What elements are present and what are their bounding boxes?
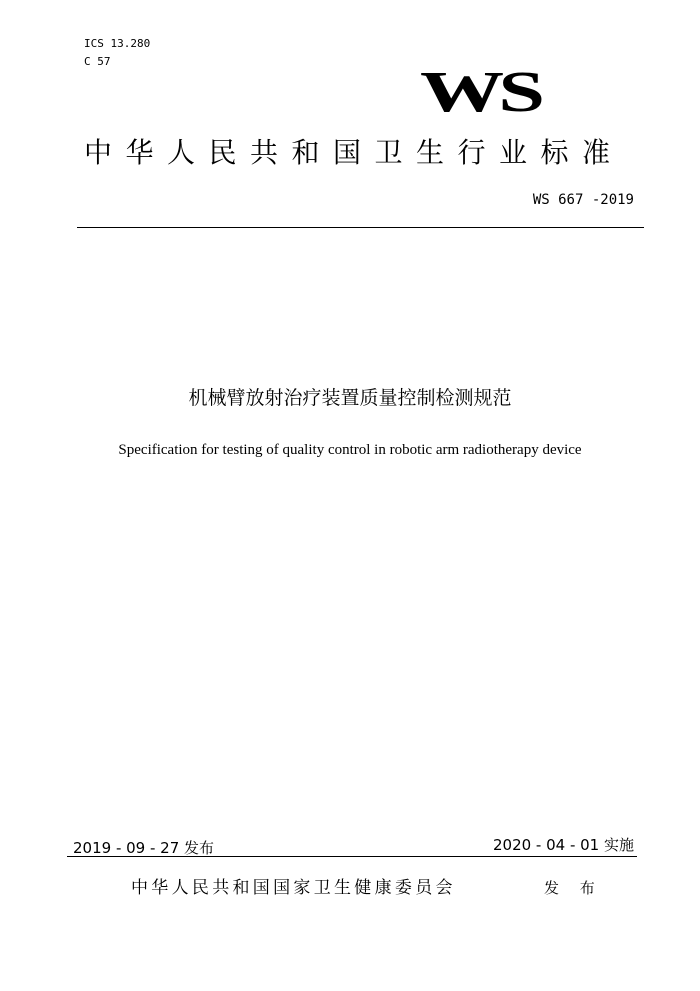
standard-type-title: 中华人民共和国卫生行业标准 (84, 136, 624, 169)
standard-number: WS 667 -2019 (532, 192, 634, 208)
top-divider (77, 227, 644, 228)
ccs-code: C 57 (84, 55, 111, 68)
ics-code: ICS 13.280 (84, 37, 151, 50)
ws-logo: WS (420, 59, 540, 124)
bottom-divider (67, 856, 637, 857)
release-date: 2019 - 09 - 27 发布 (73, 839, 215, 857)
document-title-english: Specification for testing of quality control in robotic arm radiotherapy device (118, 442, 582, 458)
publish-label: 发 布 (544, 879, 603, 897)
implementation-date: 2020 - 04 - 01 实施 (492, 836, 634, 854)
issuing-authority: 中华人民共和国国家卫生健康委员会 (131, 878, 456, 898)
document-title-chinese: 机械臂放射治疗装置质量控制检测规范 (188, 387, 512, 409)
